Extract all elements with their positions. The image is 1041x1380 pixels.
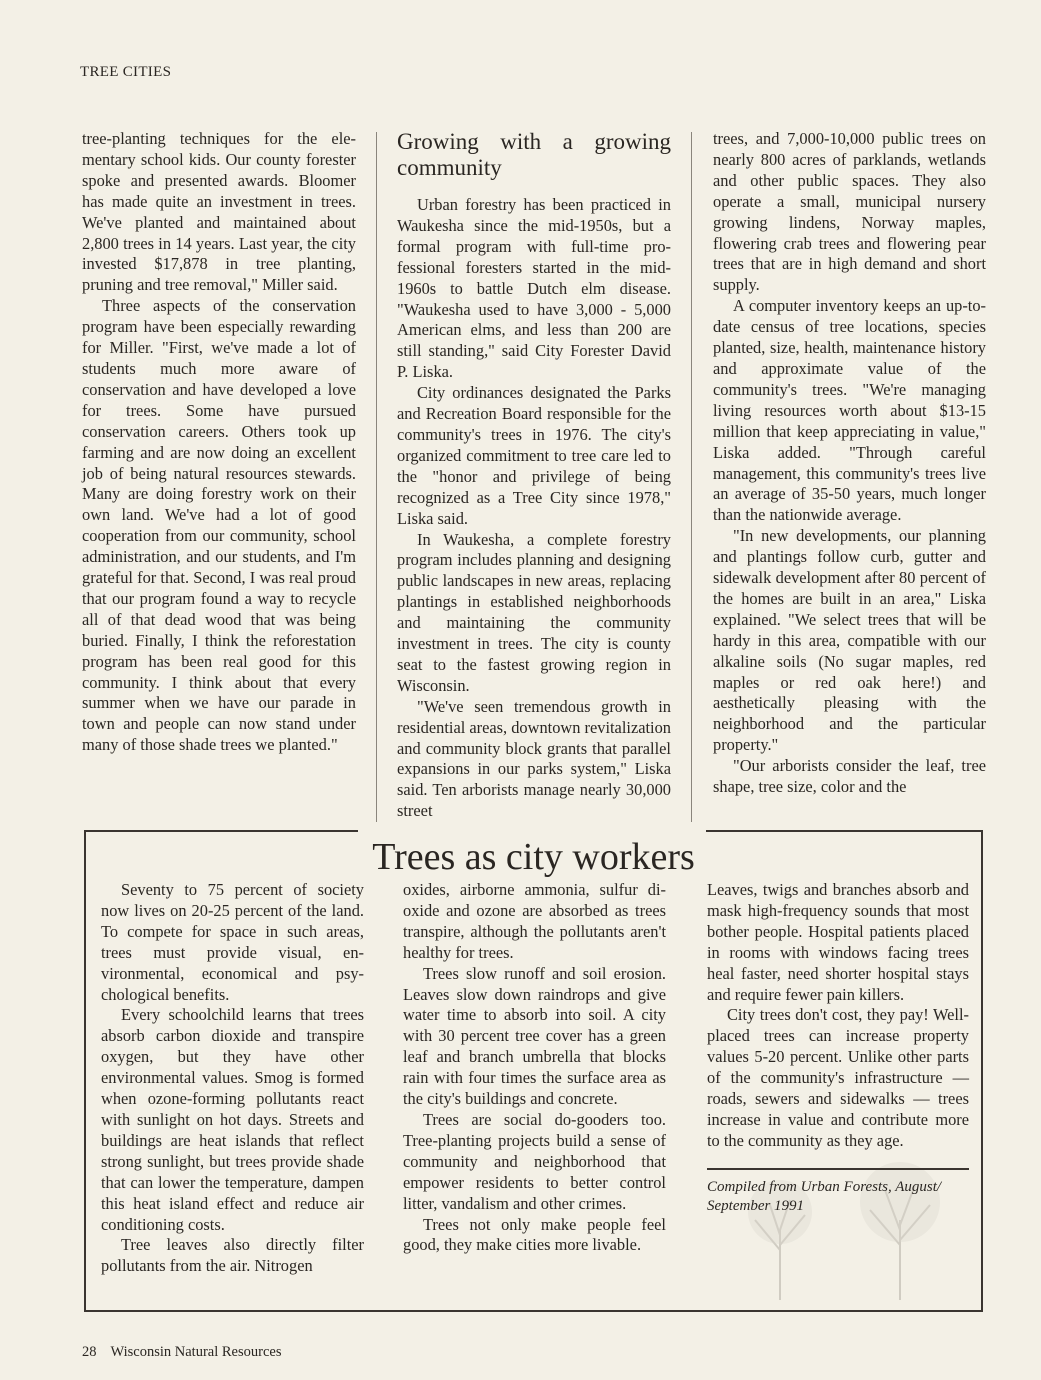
sidebar-paragraph: Tree leaves also directly filter pollutants from the air. Nitrogen: [101, 1235, 364, 1276]
sidebar-paragraph: Every schoolchild learns that trees absorb carbon dioxide and transpire oxygen, but they have other environmental values. Smog is formed when ozone-forming pollutants react with sunlight on hot days. Streets and buildings are heat islands that reflect strong sunlight, but trees provide shade that can lower the temperature, dampen this heat island effect and reduce air conditioning costs.: [101, 1005, 364, 1234]
sidebar-paragraph: Trees not only make people feel good, they make cities more livable.: [403, 1214, 666, 1255]
article-paragraph: Urban forestry has been practiced in Waukesha since the mid-1950s, but a formal program with full-time professional foresters started in the mid-1960s to battle Dutch elm disease. "Waukesha used to have 3,000 - 5,000 American elms, and less than 200 are still standing," said City Forester David P. Liska.: [397, 195, 671, 382]
column-divider: [691, 132, 692, 822]
sidebar-paragraph: Leaves, twigs and branches absorb and mask high-frequency sounds that most bother people. Hospital patients placed in rooms with windows facing trees heal faster, need shorter hospital stays and require fewer pain killers.: [707, 880, 969, 1004]
publication-name: Wisconsin Natural Resources: [110, 1344, 282, 1360]
article-paragraph: Three aspects of the conservation program have been especially rewarding for Miller. "First, we've made a lot of students much more aware of conservation and have developed a love for trees. Some have pursued conservation careers. Others took up farming and are now doing an excellent job of being natural resources stewards. Many are doing forestry work on their own land. We've had a lot of good cooperation from our community, school administration, and our students, and I'm grateful for that. Second, I was real proud that our program found a way to recycle all of that dead wood that was being buried. Finally, I think the reforestation program has been real good for this community. I think about that every summer when we have our parade in town and people can now stand under many of those shade trees we planted.": [82, 296, 356, 755]
article-paragraph: "Our arborists consider the leaf, tree shape, tree size, color and the: [713, 756, 986, 797]
section-heading: Growing with a growing community: [397, 129, 671, 180]
article-paragraph: "We've seen tremendous growth in residential areas, downtown revitalization and community block grants that parallel expansions in our parks system," Liska said. Ten arborists manage nearly 30,000 street: [397, 696, 671, 821]
sidebar-paragraph: Trees slow runoff and soil erosion. Leaves slow down raindrops and give water time to absorb into soil. A city with 30 percent tree cover has a green leaf and branch umbrella that blocks rain with four times the surface area as the city's buildings and concrete.: [403, 963, 666, 1109]
article-paragraph: tree-planting techniques for the elementary school kids. Our county forester spoke and presented awards. Bloomer has made quite an investment in trees. We've planted and maintained about 2,800 trees in 14 years. Last year, the city invested $17,878 in tree planting, pruning and tree removal," Miller said.: [82, 129, 356, 295]
sidebar-title-backdrop: [358, 826, 706, 836]
article-column-2: [397, 129, 671, 822]
article-paragraph: City ordinances designated the Parks and Recreation Board responsible for the community's trees in 1976. The city's organized commitment to tree care led to the "honor and privilege of being recognized as a Tree City since 1978," Liska said.: [397, 383, 671, 528]
sidebar-paragraph: oxides, airborne ammonia, sulfur dioxide and ozone are absorbed as trees transpire, although the pollutants aren't healthy for trees.: [403, 880, 666, 962]
running-head: TREE CITIES: [80, 64, 172, 80]
page-footer: [82, 1344, 295, 1361]
sidebar-paragraph: City trees don't cost, they pay! Well-placed trees can increase property values 5-20 percent. Unlike other parts of the community's infrastructure — roads, sewers and sidewalks — trees increase in value and contribute more to the community as they age.: [707, 1005, 969, 1150]
sidebar-column-1: [101, 880, 364, 1277]
sidebar-title: Trees as city workers: [372, 836, 695, 878]
article-column-1: [82, 129, 356, 756]
article-paragraph: A computer inventory keeps an up-to-date census of tree locations, species planted, size, health, maintenance history and approximate value of the community's trees. "We're managing living resources worth about $13-15 million that keep appreciating in value," Liska added. "Through careful management, this community's trees live an average of 35-50 years, much longer than the nationwide average.: [713, 296, 986, 525]
article-paragraph: "In new developments, our planning and plantings follow curb, gutter and sidewalk development after 80 percent of the homes are built in an area," Liska explained. "We select trees that will be hardy in this area, compatible with our alkaline soils (No sugar maples, red maples or red oak here!) and aesthetically pleasing with the neighborhood and the particular property.": [713, 526, 986, 755]
credit-divider: [707, 1168, 969, 1170]
article-paragraph: In Waukesha, a complete forestry program includes planning and designing public landscapes in new areas, replacing plantings in established neighborhoods and maintaining the community investment in trees. The city is county seat to the fastest growing region in Wisconsin.: [397, 529, 671, 695]
article-paragraph: trees, and 7,000-10,000 public trees on nearly 800 acres of parklands, wetlands and other public spaces. They also operate a small, municipal nursery growing lindens, Norway maples, flowering crab trees and flowering pear trees that are in high demand and short supply.: [713, 129, 986, 295]
page-number: 28: [82, 1344, 97, 1360]
sidebar-column-3: [707, 880, 969, 1216]
sidebar-column-2: [403, 880, 666, 1256]
column-divider: [376, 132, 377, 822]
sidebar-paragraph: Seventy to 75 percent of society now lives on 20-25 percent of the land. To compete for space in such areas, trees must provide visual, environmental, economical and psychological benefits.: [101, 880, 364, 1004]
sidebar-paragraph: Trees are social do-gooders too. Tree-planting projects build a sense of community and neighborhood that empower residents to better control litter, vandalism and other crimes.: [403, 1109, 666, 1213]
sidebar-credit: Compiled from Urban Forests, August/ September 1991: [707, 1178, 942, 1214]
article-column-3: [713, 129, 986, 798]
